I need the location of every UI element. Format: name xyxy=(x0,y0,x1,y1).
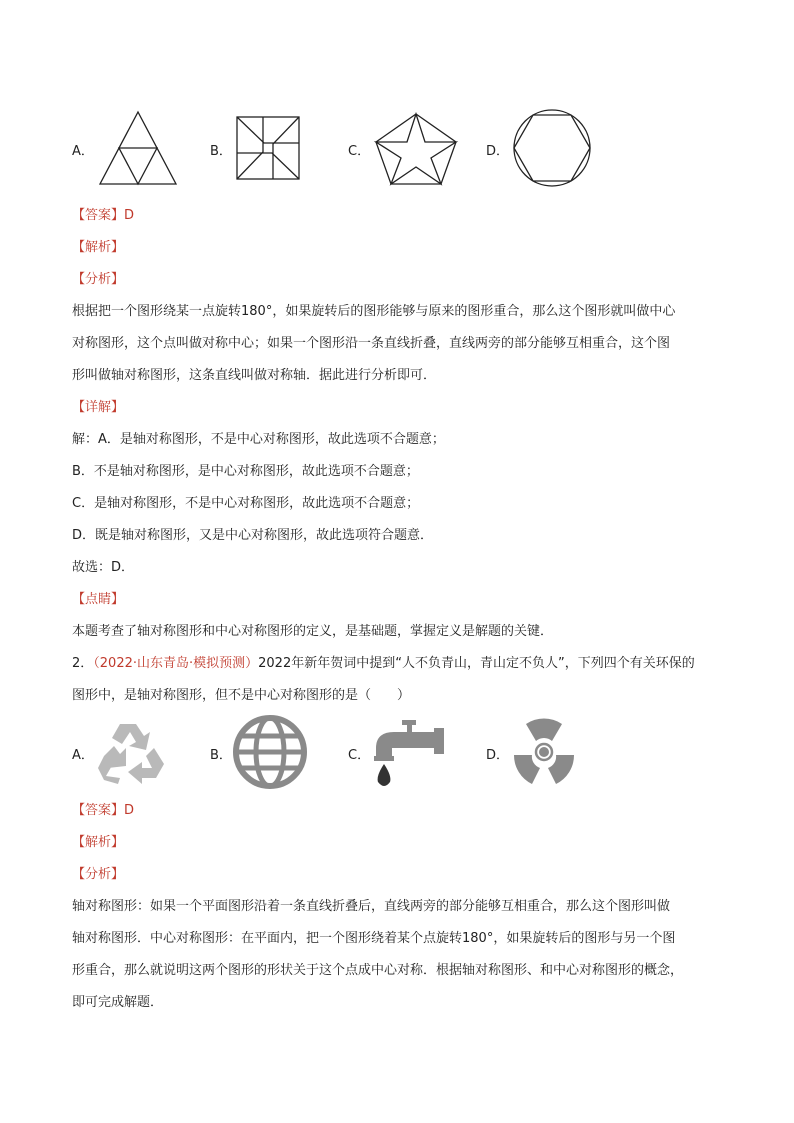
q2-source: （2022·山东青岛·模拟预测） xyxy=(93,656,259,671)
fenxi-tag: 【分析】 xyxy=(72,272,125,287)
q1-xiangjie-line-1: 解：A．是轴对称图形，不是中心对称图形，故此选项不合题意； xyxy=(72,432,445,447)
answer-value: D xyxy=(124,803,135,818)
dianjing-tag: 【点睛】 xyxy=(72,592,125,607)
q2-options-row xyxy=(72,712,732,802)
q1-fenxi-line-3: 形叫做轴对称图形，这条直线叫做对称轴．据此进行分析即可． xyxy=(72,368,437,383)
q1-option-d-label: D． xyxy=(486,144,510,159)
q2-fenxi-line-4: 即可完成解题． xyxy=(72,995,164,1010)
analysis-tag: 【解析】 xyxy=(72,835,125,850)
q1-option-c-label: C． xyxy=(348,144,371,159)
star-in-pentagon-icon xyxy=(374,112,458,186)
radiation-icon xyxy=(508,716,580,788)
q2-option-d-label: D． xyxy=(486,748,510,763)
fenxi-tag: 【分析】 xyxy=(72,867,125,882)
q2-stem-line-2: 图形中，是轴对称图形，但不是中心对称图形的是（ ） xyxy=(72,688,411,703)
q1-fenxi-line-2: 对称图形，这个点叫做对称中心；如果一个图形沿一条直线折叠，直线两旁的部分能够互相重合，这个图 xyxy=(72,336,671,351)
q1-fenxi-line-1: 根据把一个图形绕某一点旋转180°，如果旋转后的图形能够与原来的图形重合，那么这个图形就叫做中心 xyxy=(72,304,676,319)
q2-option-b-label: B． xyxy=(210,748,232,763)
q2-number: 2． xyxy=(72,656,94,671)
q2-fenxi-line-1: 轴对称图形：如果一个平面图形沿着一条直线折叠后，直线两旁的部分能够互相重合，那么这个图形叫做 xyxy=(72,899,671,914)
answer-tag: 【答案】 xyxy=(72,208,125,223)
q2-fenxi-line-2: 轴对称图形．中心对称图形：在平面内，把一个图形绕着某个点旋转180°，如果旋转后的图形与另一个图 xyxy=(72,931,676,946)
q1-xiangjie-line-4: D．既是轴对称图形，又是中心对称图形，故此选项符合题意． xyxy=(72,528,434,543)
q2-option-c-label: C． xyxy=(348,748,371,763)
q2-answer-line xyxy=(72,802,732,820)
q1-dianjing-text: 本题考查了轴对称图形和中心对称图形的定义，是基础题，掌握定义是解题的关键． xyxy=(72,624,554,639)
q1-answer-line xyxy=(72,207,732,225)
water-faucet-icon xyxy=(372,718,446,790)
square-pinwheel-icon xyxy=(236,116,300,180)
q2-stem-line-1 xyxy=(72,655,732,673)
q2-fenxi-line-3: 形重合，那么就说明这两个图形的形状关于这个点成中心对称．根据轴对称图形、和中心对称图形的概念， xyxy=(72,963,684,978)
q2-option-a-label: A． xyxy=(72,748,94,763)
analysis-tag: 【解析】 xyxy=(72,240,125,255)
triangle-subdivided-icon xyxy=(98,110,178,186)
q1-xiangjie-line-2: B．不是轴对称图形，是中心对称图形，故此选项不合题意； xyxy=(72,464,419,479)
hexagon-in-circle-icon xyxy=(512,108,592,188)
answer-value: D xyxy=(124,208,135,223)
recycle-icon xyxy=(96,718,168,786)
q1-xiangjie-line-5: 故选：D． xyxy=(72,560,135,575)
q1-xiangjie-line-3: C．是轴对称图形，不是中心对称图形，故此选项不合题意； xyxy=(72,496,420,511)
q1-option-b-label: B． xyxy=(210,144,232,159)
q1-options-row xyxy=(72,108,732,198)
q1-option-a-label: A． xyxy=(72,144,94,159)
xiangjie-tag: 【详解】 xyxy=(72,400,125,415)
q2-stem-text: 2022年新年贺词中提到“人不负青山，青山定不负人”，下列四个有关环保的 xyxy=(258,656,695,671)
globe-icon xyxy=(232,714,308,790)
answer-tag: 【答案】 xyxy=(72,803,125,818)
